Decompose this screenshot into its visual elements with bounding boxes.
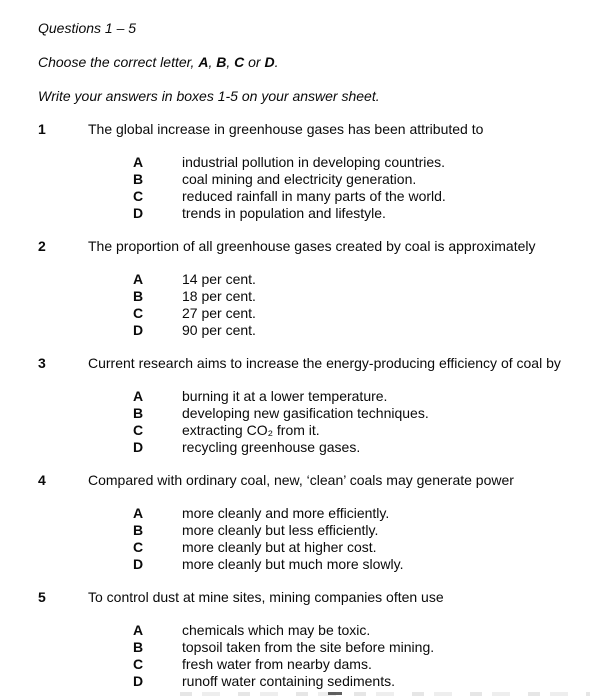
questions-range-title: Questions 1 – 5 (38, 20, 137, 36)
option-text: more cleanly and more efficiently. (182, 505, 390, 521)
option-letter: A (133, 271, 144, 287)
option-text: recycling greenhouse gases. (182, 439, 361, 455)
choose-instruction-prefix: Choose the correct letter, (38, 54, 199, 70)
question-number: 1 (38, 121, 46, 137)
option-row (133, 188, 590, 205)
option-row (133, 439, 590, 456)
option-letter: B (133, 288, 144, 304)
question-text: Compared with ordinary coal, new, ‘clean’ coals may generate power (88, 472, 514, 488)
question-5 (38, 589, 590, 690)
option-row (133, 422, 590, 439)
option-letter: D (133, 322, 144, 338)
write-answers-instruction: Write your answers in boxes 1-5 on your answer sheet. (38, 88, 380, 104)
option-row (133, 205, 590, 222)
option-letter: C (133, 539, 144, 555)
option-letter: C (133, 305, 144, 321)
option-text: chemicals which may be toxic. (182, 622, 371, 638)
option-letter: B (133, 171, 144, 187)
option-row (133, 388, 590, 405)
choice-letter-a-label: A (198, 54, 209, 70)
question-2-options (133, 271, 590, 339)
question-2 (38, 238, 590, 339)
option-row (133, 622, 590, 639)
option-text: reduced rainfall in many parts of the world. (182, 188, 446, 204)
option-row (133, 522, 590, 539)
question-number: 4 (38, 472, 46, 488)
question-3 (38, 355, 590, 456)
option-letter: D (133, 673, 144, 689)
option-row (133, 639, 590, 656)
option-row (133, 556, 590, 573)
option-text: more cleanly but at higher cost. (182, 539, 377, 555)
option-text: runoff water containing sediments. (182, 673, 395, 689)
option-row (133, 673, 590, 690)
option-text: more cleanly but much more slowly. (182, 556, 404, 572)
option-text: 18 per cent. (182, 288, 256, 304)
option-text: extracting CO₂ from it. (182, 422, 320, 438)
option-letter: C (133, 656, 144, 672)
question-number: 5 (38, 589, 46, 605)
question-1 (38, 121, 590, 222)
option-text: 90 per cent. (182, 322, 256, 338)
option-text: 27 per cent. (182, 305, 256, 321)
question-text: The global increase in greenhouse gases has been attributed to (88, 121, 484, 137)
option-letter: B (133, 405, 144, 421)
choice-letter-d-label: D (264, 54, 275, 70)
option-text: burning it at a lower temperature. (182, 388, 388, 404)
option-row (133, 171, 590, 188)
question-3-options (133, 388, 590, 456)
option-row (133, 305, 590, 322)
option-letter: B (133, 522, 144, 538)
option-letter: A (133, 154, 144, 170)
option-text: coal mining and electricity generation. (182, 171, 417, 187)
option-text: trends in population and lifestyle. (182, 205, 386, 221)
option-text: more cleanly but less efficiently. (182, 522, 379, 538)
option-row (133, 539, 590, 556)
cut-off-next-line-dark-mark (328, 692, 342, 695)
instructions-block (38, 20, 590, 105)
question-text: The proportion of all greenhouse gases created by coal is approximately (88, 238, 536, 254)
option-row (133, 288, 590, 305)
choice-letter-b-label: B (216, 54, 227, 70)
question-4-options (133, 505, 590, 573)
question-number: 3 (38, 355, 46, 371)
choice-letter-c-label: C (234, 54, 245, 70)
option-text: topsoil taken from the site before mining. (182, 639, 435, 655)
option-letter: A (133, 505, 144, 521)
question-text: To control dust at mine sites, mining companies often use (88, 589, 444, 605)
option-row (133, 271, 590, 288)
option-letter: A (133, 622, 144, 638)
option-letter: B (133, 639, 144, 655)
option-letter: A (133, 388, 144, 404)
option-row (133, 656, 590, 673)
option-text: fresh water from nearby dams. (182, 656, 372, 672)
option-text: developing new gasification techniques. (182, 405, 429, 421)
option-letter: D (133, 205, 144, 221)
question-5-options (133, 622, 590, 690)
option-text: industrial pollution in developing countries. (182, 154, 446, 170)
question-1-options (133, 154, 590, 222)
option-text: 14 per cent. (182, 271, 256, 287)
question-text: Current research aims to increase the energy-producing efficiency of coal by (88, 355, 561, 371)
option-letter: D (133, 556, 144, 572)
option-row (133, 322, 590, 339)
option-letter: C (133, 188, 144, 204)
cut-off-next-line-artifact (180, 692, 590, 696)
option-row (133, 405, 590, 422)
choose-letter-instruction: Choose the correct letter, A, B, C or D. (38, 54, 279, 70)
option-letter: C (133, 422, 144, 438)
option-letter: D (133, 439, 144, 455)
question-4 (38, 472, 590, 573)
option-row (133, 154, 590, 171)
question-number: 2 (38, 238, 46, 254)
option-row (133, 505, 590, 522)
